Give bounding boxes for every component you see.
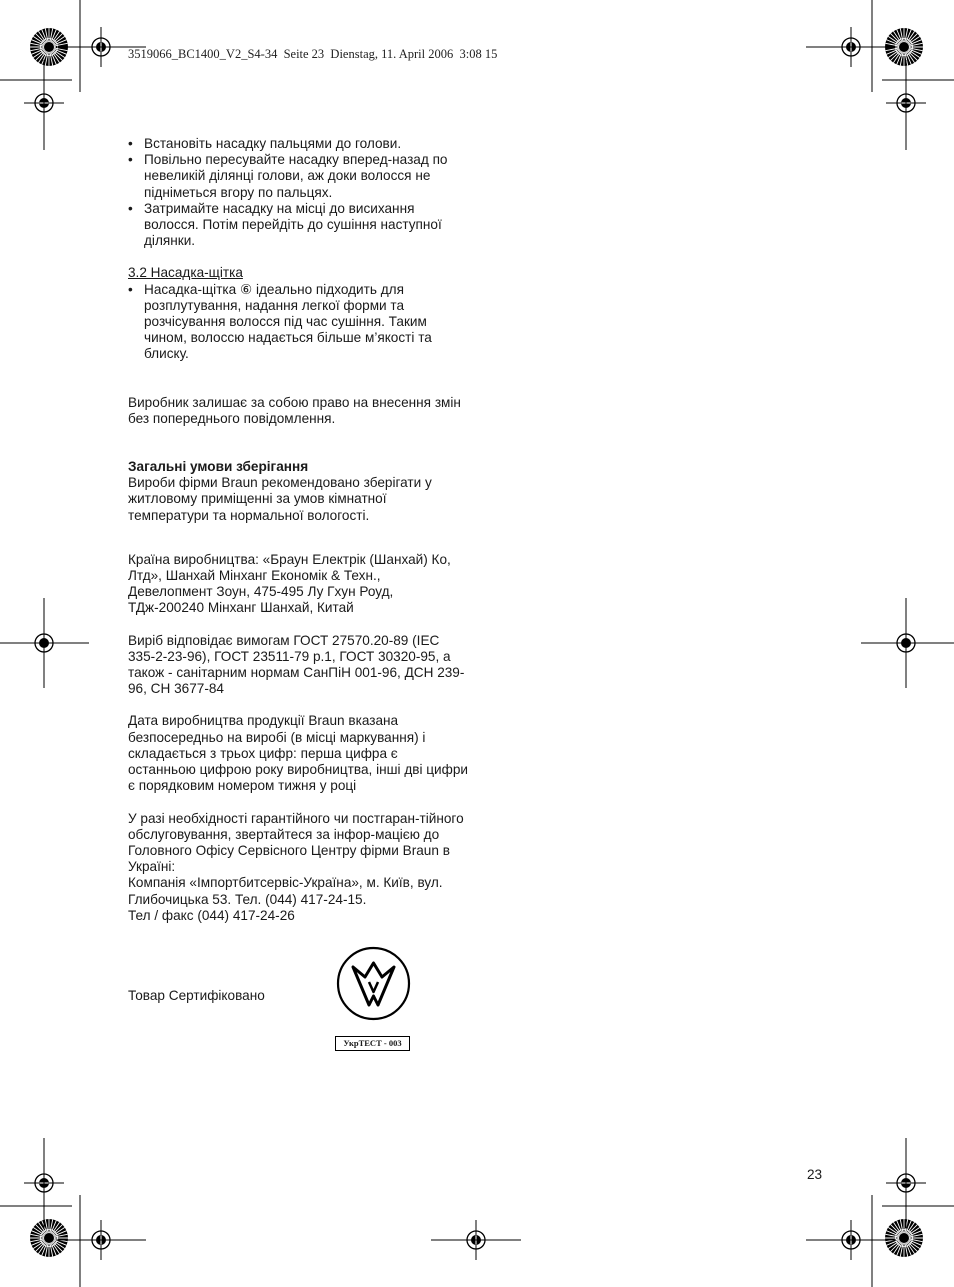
storage-heading: Загальні умови зберігання (128, 459, 309, 475)
production-date-text: Дата виробництва продукції Braun вказана безпосередньо на виробі (в місці маркування) і складається з трьох цифр: перша цифра є останньою цифрою року виробництва, інші дві цифри є порядковим номером тижня у році (128, 713, 468, 794)
storage-text: Вироби фірми Braun рекомендовано зберігати у житловому приміщенні за умов кімнатної температури та нормальної вологості. (128, 475, 432, 523)
service-company: Компанія «Імпортбитсервіс-Україна», м. Київ, вул. Глибочицька 53. Тел. (044) 417-24-15. (128, 875, 443, 907)
instruction-bullet-2: • Повільно пересувайте насадку вперед-назад по невеликій ділянці голови, аж доки волосся не підніметься вгору по пальцях. (128, 152, 468, 201)
certification-badge: УкрТЕСТ - 003 (335, 1036, 410, 1051)
standards-text: Виріб відповідає вимогам ГОСТ 27570.20-89 (IEC 335-2-23-96), ГОСТ 23511-79 р.1, ГОСТ 30320-95, а також - санітарним нормам СанПіН 001-96, ДСН 239-96, СН 3677-84 (128, 632, 465, 697)
page-number: 23 (807, 1167, 823, 1182)
service-fax: Тел / факс (044) 417-24-26 (128, 907, 295, 923)
certification-label: Товар Сертифіковано (128, 988, 265, 1003)
section-heading-brush: 3.2 Насадка-щітка (128, 265, 243, 281)
instruction-bullet-3: • Затримайте насадку на місці до висихання волосся. Потім перейдіть до сушіння наступної ділянки. (128, 201, 468, 250)
service-text: У разі необхідності гарантійного чи постгаран-тійного обслуговування, звертайтеся за інфор-мацією до Головного Офісу Сервісного Центру фірми Braun в Україні: (128, 810, 464, 875)
disclaimer-text: Виробник залишає за собою право на внесення змін без попереднього повідомлення. (128, 394, 461, 426)
instruction-bullet-1: • Встановіть насадку пальцями до голови. (128, 136, 468, 152)
print-header: 3519066_BC1400_V2_S4-34 Seite 23 Dienstag, 11. April 2006 3:08 15 (128, 47, 498, 61)
origin-text: Країна виробництва: «Браун Електрік (Шанхай) Ко, Лтд», Шанхай Мінханг Економік & Техн., Девелопмент Зоун, 475-495 Лу Гхун Роуд, ТДж-200240 Мінханг Шанхай, Китай (128, 551, 451, 616)
brush-bullet: • Насадка-щітка ⑥ ідеально підходить для розплутування, надання легкої форми та розчісування волосся під час сушіння. Таким чином, волоссю надається більше м’якості та блиску. (128, 282, 468, 363)
